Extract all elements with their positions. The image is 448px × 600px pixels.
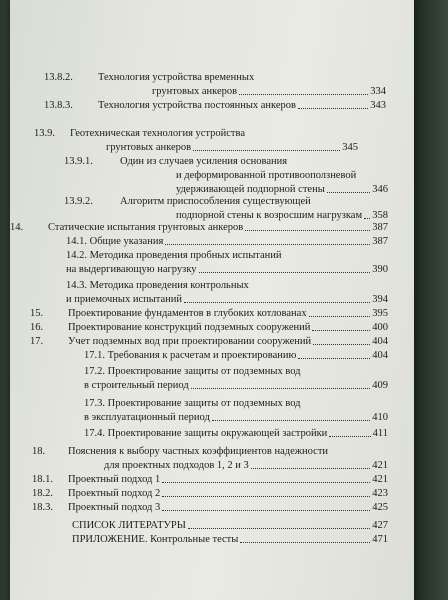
toc-entry-number: 13.8.3. (44, 100, 73, 111)
toc-leader-dots (298, 358, 370, 359)
toc-entry (66, 250, 388, 262)
toc-page-number: 423 (372, 488, 388, 499)
toc-leader-dots (309, 316, 371, 317)
toc-page-number: 410 (372, 412, 388, 423)
toc-entry (32, 446, 388, 458)
toc-leader-dots (298, 108, 368, 109)
toc-entry-number: 13.9. (34, 128, 55, 139)
toc-entry-title: 17.4. Проектирование защиты окружающей застройки (84, 428, 328, 439)
toc-page-number: 411 (372, 428, 388, 439)
toc-entry-title: Учет подземных вод при проектировании сооружений (68, 336, 312, 347)
book-edge (414, 0, 448, 600)
toc-leader-dots (327, 192, 370, 193)
toc-page-number: 346 (372, 184, 388, 195)
toc-leader-dots (199, 272, 371, 273)
toc-entry (32, 488, 388, 500)
toc-entry (10, 222, 388, 234)
toc-entry (44, 72, 386, 84)
toc-entry (34, 128, 358, 140)
toc-entry-title: удерживающей подпорной стены (176, 184, 325, 195)
toc-page-number: 400 (372, 322, 388, 333)
toc-entry-title: для проектных подходов 1, 2 и 3 (104, 460, 249, 471)
toc-page-number: 404 (372, 350, 388, 361)
toc-entry-title: Технология устройства временных (98, 72, 255, 83)
toc-entry-title: Проектный подход 3 (68, 502, 161, 513)
toc-entry-title: Алгоритм приспособления существующей (120, 196, 311, 207)
toc-entry (30, 336, 388, 348)
toc-entry (66, 294, 388, 306)
toc-entry-title: 14.1. Общие указания (66, 236, 164, 247)
toc-leader-dots (251, 468, 370, 469)
toc-entry-title: Статические испытания грунтовых анкеров (48, 222, 244, 233)
toc-entry-title: ПРИЛОЖЕНИЕ. Контрольные тесты (72, 534, 239, 545)
toc-entry (70, 142, 358, 154)
toc-entry (30, 322, 388, 334)
toc-entry-title: грунтовых анкеров (106, 142, 192, 153)
toc-entry (66, 264, 388, 276)
toc-leader-dots (245, 230, 370, 231)
toc-leader-dots (162, 496, 370, 497)
toc-entry (84, 350, 388, 362)
toc-leader-dots (162, 482, 370, 483)
toc-entry-number: 16. (30, 322, 44, 333)
toc-page-number: 390 (372, 264, 388, 275)
toc-entry-title: Геотехническая технология устройства (70, 128, 245, 139)
toc-entry-number: 13.9.2. (64, 196, 93, 207)
toc-entry (66, 280, 388, 292)
toc-leader-dots (188, 528, 370, 529)
toc-entry (64, 156, 388, 168)
toc-entry (30, 308, 388, 320)
toc-entry-title: на выдергивающую нагрузку (66, 264, 197, 275)
toc-page-number: 471 (372, 534, 388, 545)
toc-page-number: 421 (372, 474, 388, 485)
toc-leader-dots (184, 302, 370, 303)
toc-entry (66, 236, 388, 248)
toc-entry-title: в эксплуатационный период (84, 412, 210, 423)
toc-entry-title: 14.3. Методика проведения контрольных (66, 280, 249, 291)
toc-entry-number: 18.2. (32, 488, 53, 499)
toc-entry-number: 13.9.1. (64, 156, 93, 167)
toc-entry (72, 520, 388, 532)
toc-entry-title: и деформированной противооползневой (176, 170, 357, 181)
toc-entry-number: 18.1. (32, 474, 53, 485)
toc-page-number: 387 (372, 222, 388, 233)
toc-leader-dots (329, 436, 370, 437)
toc-entry (84, 412, 388, 424)
toc-page-number: 409 (372, 380, 388, 391)
table-of-contents (10, 0, 414, 600)
toc-entry (120, 170, 388, 182)
toc-entry-title: 14.2. Методика проведения пробных испытаний (66, 250, 282, 261)
toc-entry-title: в строительный период (84, 380, 189, 391)
toc-entry-title: и приемочных испытаний (66, 294, 183, 305)
toc-page-number: 334 (370, 86, 386, 97)
toc-leader-dots (165, 244, 370, 245)
toc-entry-number: 13.8.2. (44, 72, 73, 83)
toc-entry-title: Проектирование конструкций подземных сооружений (68, 322, 311, 333)
toc-page-number: 425 (372, 502, 388, 513)
toc-entry-number: 18.3. (32, 502, 53, 513)
toc-entry-title: Один из случаев усиления основания (120, 156, 288, 167)
toc-entry-title: подпорной стены к возросшим нагрузкам (176, 210, 363, 221)
toc-entry (68, 460, 388, 472)
toc-entry-title: Проектирование фундаментов в глубоких котлованах (68, 308, 307, 319)
toc-entry (98, 86, 386, 98)
toc-leader-dots (313, 344, 370, 345)
toc-leader-dots (191, 388, 371, 389)
toc-entry (120, 210, 388, 222)
toc-page-number: 345 (342, 142, 358, 153)
toc-page-number: 358 (372, 210, 388, 221)
toc-entry (84, 366, 388, 378)
toc-entry-number: 18. (32, 446, 46, 457)
toc-entry-title: Проектный подход 2 (68, 488, 161, 499)
toc-entry-title: Проектный подход 1 (68, 474, 161, 485)
toc-page-number: 395 (372, 308, 388, 319)
toc-entry (72, 534, 388, 546)
toc-page-number: 404 (372, 336, 388, 347)
toc-entry-title: 17.3. Проектирование защиты от подземных вод (84, 398, 301, 409)
toc-page-number: 387 (372, 236, 388, 247)
toc-entry-title: грунтовых анкеров (152, 86, 238, 97)
toc-entry-title: 17.1. Требования к расчетам и проектированию (84, 350, 297, 361)
toc-entry (84, 428, 388, 440)
toc-page-number: 421 (372, 460, 388, 471)
toc-entry-number: 17. (30, 336, 44, 347)
toc-entry-title: Технология устройства постоянных анкеров (98, 100, 297, 111)
toc-entry (44, 100, 386, 112)
toc-page-number: 343 (370, 100, 386, 111)
toc-leader-dots (193, 150, 340, 151)
toc-leader-dots (364, 218, 370, 219)
toc-leader-dots (212, 420, 370, 421)
toc-page-number: 394 (372, 294, 388, 305)
toc-entry (84, 380, 388, 392)
toc-leader-dots (312, 330, 370, 331)
toc-entry (32, 502, 388, 514)
toc-entry (32, 474, 388, 486)
toc-entry-title: СПИСОК ЛИТЕРАТУРЫ (72, 520, 186, 531)
toc-entry-title: 17.2. Проектирование защиты от подземных вод (84, 366, 301, 377)
toc-leader-dots (162, 510, 370, 511)
toc-entry (64, 196, 388, 208)
toc-entry-title: Пояснения к выбору частных коэффициентов надежности (68, 446, 329, 457)
toc-entry-number: 15. (30, 308, 44, 319)
toc-entry (84, 398, 388, 410)
toc-entry (120, 184, 388, 196)
toc-leader-dots (239, 94, 368, 95)
toc-entry-number: 14. (10, 222, 24, 233)
toc-leader-dots (240, 542, 370, 543)
book-page (10, 0, 414, 600)
toc-page-number: 427 (372, 520, 388, 531)
